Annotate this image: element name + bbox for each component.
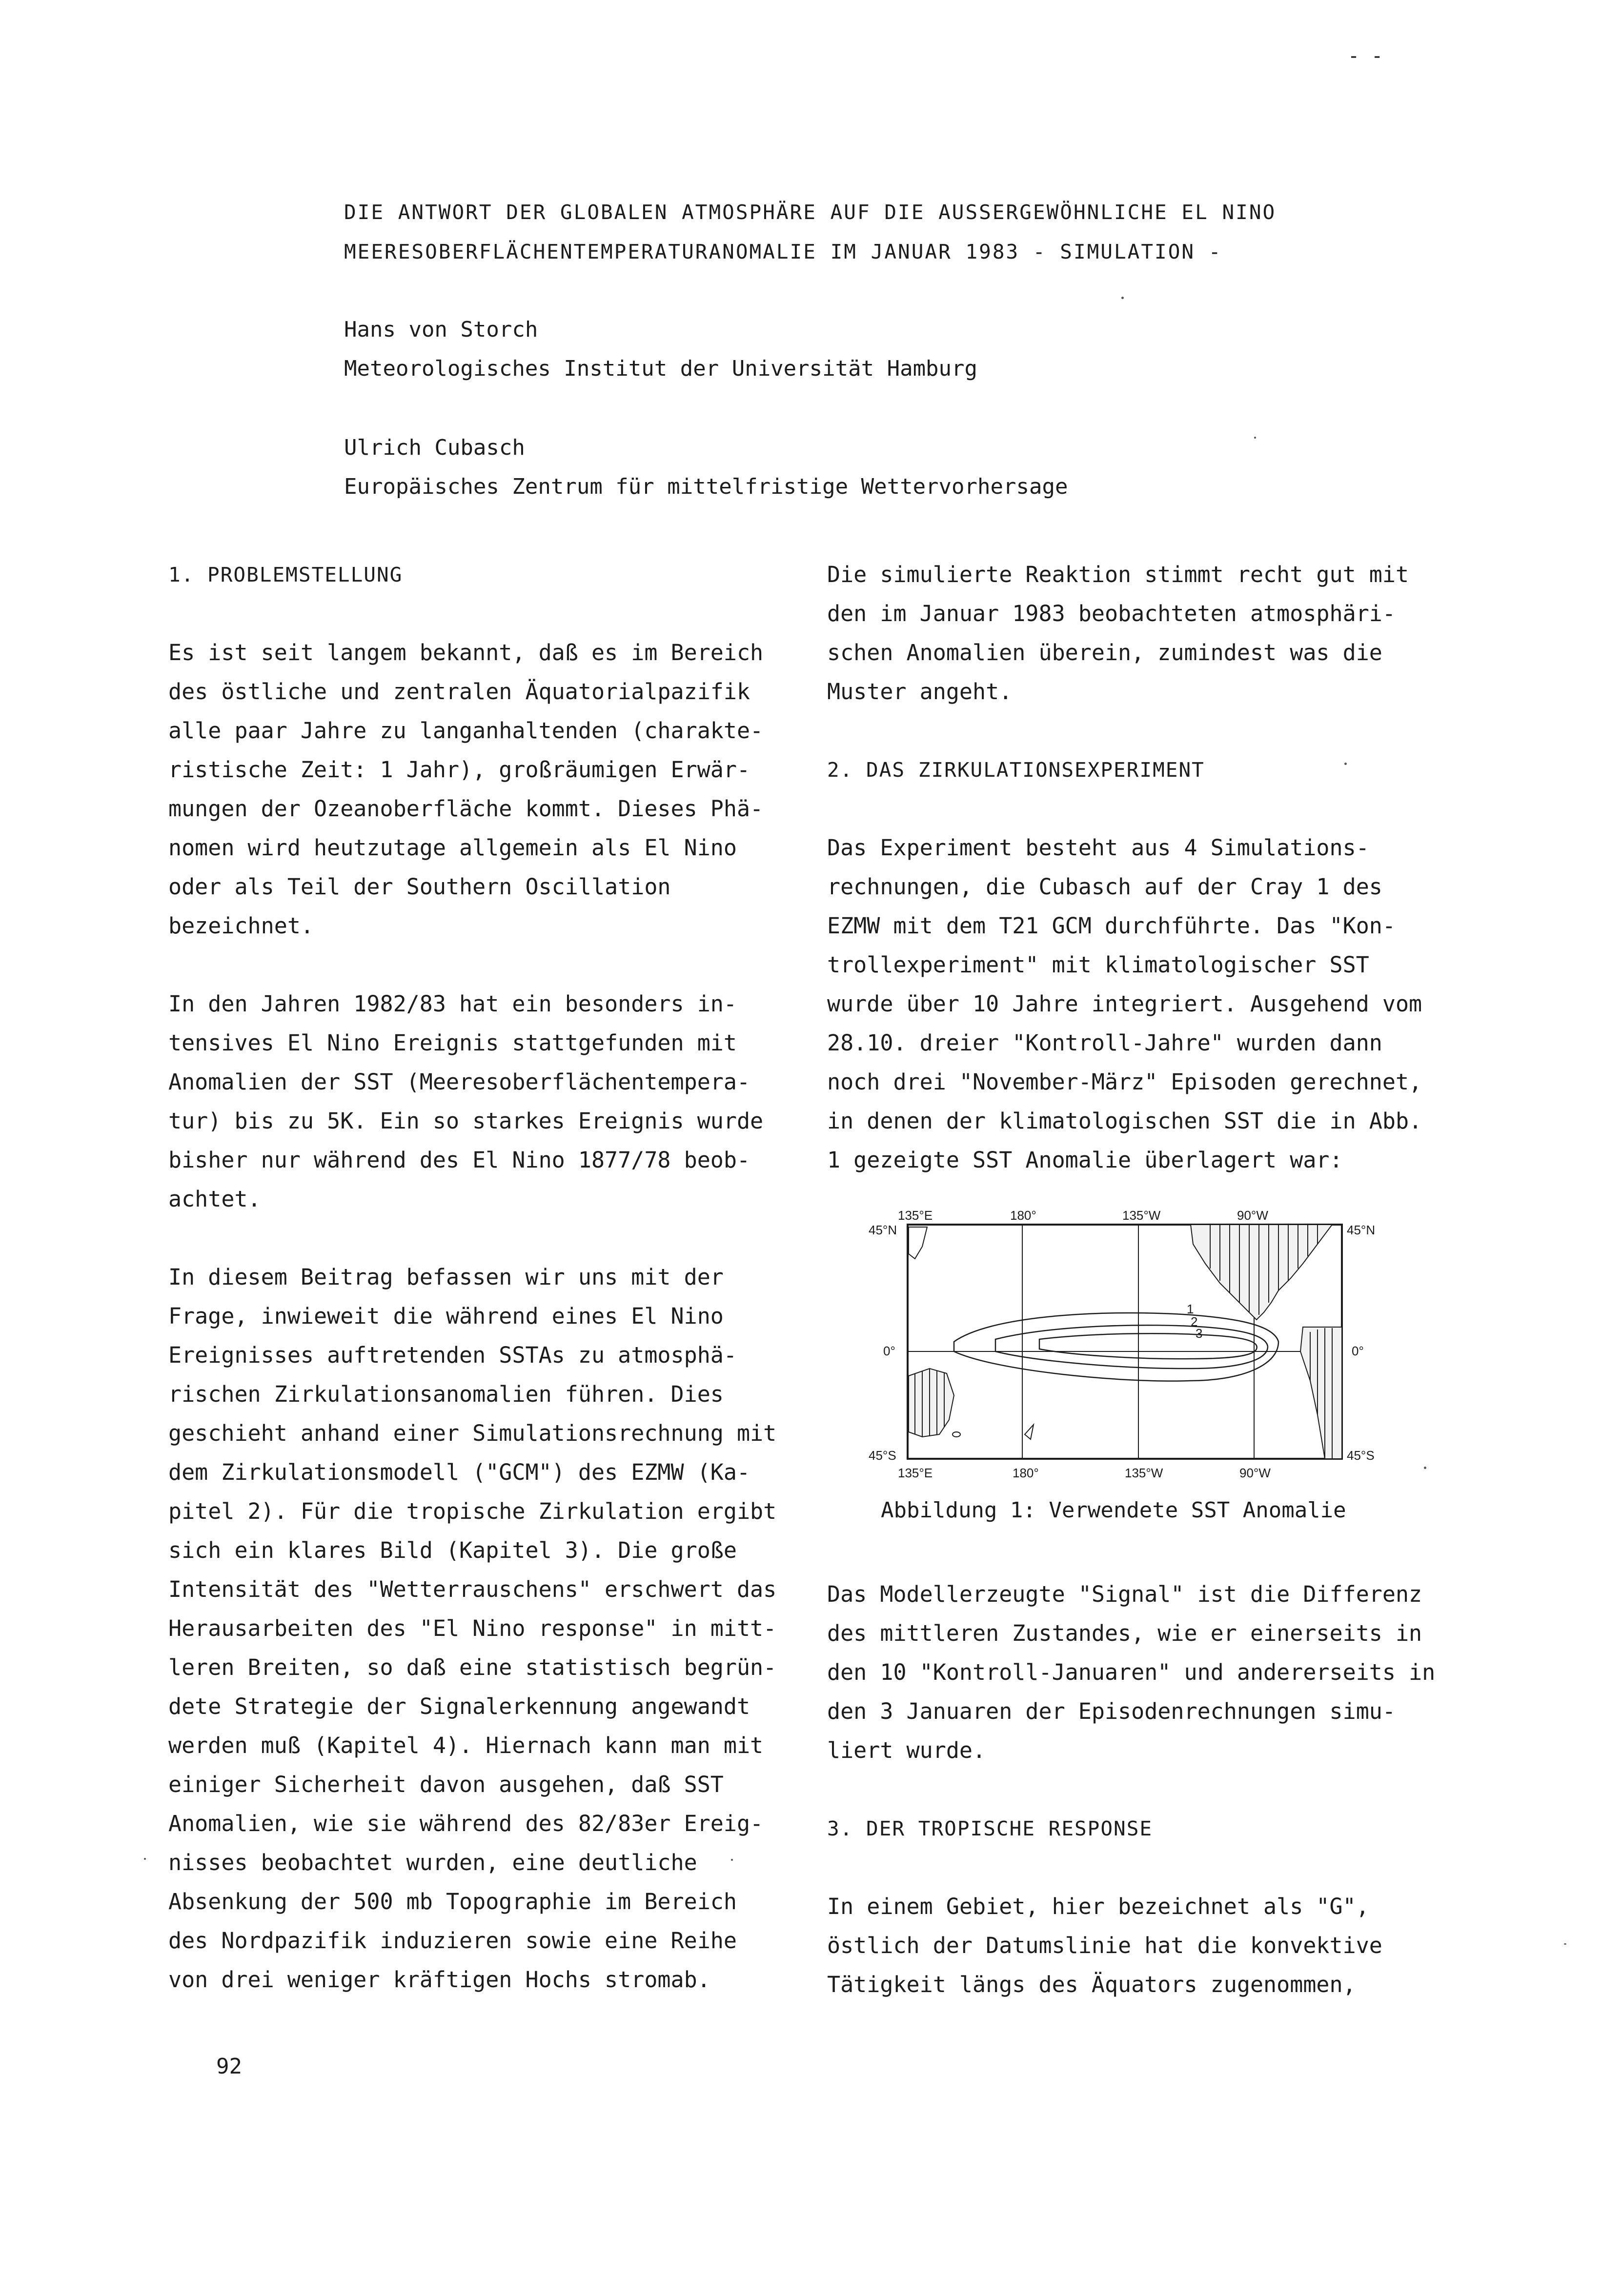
- paragraph: Das Modellerzeugte "Signal" ist die Differenz des mittleren Zustandes, wie er einerseits in den 10 "Kontroll-Januaren" und andererseits in den 3 Januaren der Episodenrechnungen simu- liert wurde.: [827, 1581, 1436, 1763]
- right-column-top: [827, 555, 1476, 1219]
- author-block-1: [344, 310, 977, 388]
- landmass-new-zealand: [1025, 1425, 1034, 1439]
- right-label: 45°S: [1347, 1448, 1375, 1463]
- right-column-bottom: [827, 1575, 1476, 2043]
- paragraph: Es ist seit langem bekannt, daß es im Bereich des östliche und zentralen Äquatorialpazifik alle paar Jahre zu langanhaltenden (charakte- ristische Zeit: 1 Jahr), großräumigen Erwär- mungen der Ozeanoberfläche kommt. Dieses Phä- nomen wird heutzutage allgemein als El Nino oder als Teil der Southern Oscillation bezeichnet.: [168, 640, 764, 939]
- section-heading-1: 1. PROBLEMSTELLUNG: [168, 563, 403, 586]
- right-label: 0°: [1352, 1344, 1364, 1358]
- figure-1: [849, 1205, 1435, 1508]
- right-label: 45°N: [1347, 1223, 1376, 1237]
- sst-anomaly-map: [849, 1205, 1435, 1508]
- left-label: 45°N: [869, 1223, 897, 1237]
- top-label: 135°E: [898, 1208, 933, 1223]
- contour-label: 2: [1191, 1314, 1198, 1329]
- contour-2: [995, 1325, 1268, 1369]
- paragraph: In den Jahren 1982/83 hat ein besonders in- tensives El Nino Ereignis stattgefunden mit Anomalien der SST (Meeresoberflächentempera- tur) bis zu 5K. Ein so starkes Ereignis wurde bisher nur während des El Nino 1877/78 beob- achtet.: [168, 991, 764, 1212]
- contour-3: [1039, 1333, 1257, 1359]
- landmass-south-america: [1300, 1327, 1342, 1459]
- scan-speck: [144, 1858, 146, 1860]
- section-heading-3: 3. DER TROPISCHE RESPONSE: [827, 1817, 1153, 1840]
- landmass-australia: [909, 1369, 954, 1437]
- paragraph: Die simulierte Reaktion stimmt recht gut mit den im Januar 1983 beobachteten atmosphäri- schen Anomalien überein, zumindest was die Muster angeht.: [827, 562, 1409, 705]
- author-block-2: [344, 428, 1068, 506]
- contour-label: 3: [1196, 1326, 1203, 1341]
- scan-speck: [1344, 763, 1347, 765]
- paragraph: In einem Gebiet, hier bezeichnet als "G", östlich der Datumslinie hat die konvektive Tätigkeit längs des Äquators zugenommen,: [827, 1893, 1382, 1997]
- landmass-north-america: [1191, 1225, 1332, 1320]
- scan-speck: [1564, 1943, 1566, 1945]
- paper-title: [344, 193, 1276, 272]
- contour-1: [954, 1313, 1278, 1381]
- figure-caption: Abbildung 1: Verwendete SST Anomalie: [881, 1498, 1346, 1523]
- landmass-asia: [909, 1227, 927, 1259]
- scan-speck: [1424, 1467, 1426, 1469]
- scan-speck: [1254, 437, 1256, 439]
- page-number: 92: [216, 2054, 242, 2079]
- top-label: 135°W: [1122, 1208, 1161, 1223]
- author-affiliation: Meteorologisches Institut der Universität Hamburg: [344, 356, 978, 381]
- island: [953, 1432, 960, 1437]
- top-label: 90°W: [1237, 1208, 1268, 1223]
- title-line-2: MEERESOBERFLÄCHENTEMPERATURANOMALIE IM JANUAR 1983 - SIMULATION -: [344, 240, 1222, 263]
- bottom-label: 180°: [1013, 1466, 1039, 1480]
- paragraph: In diesem Beitrag befassen wir uns mit der Frage, inwieweit die während eines El Nino Ereignisses auftretenden SSTAs zu atmosphä- rischen Zirkulationsanomalien führen. Dies geschieht anhand einer Simulationsrechnung mit dem Zirkulationsmodell ("GCM") des EZMW (Ka- pitel 2). Für die tropische Zirkulation ergibt sich ein klares Bild (Kapitel 3). Die große Intensität des "Wetterrauschens" erschwert das Herausarbeiten des "El Nino response" in mitt- leren Breiten, so daß eine statistisch begrün- dete Strategie der Signalerkennung angewandt werden muß (Kapitel 4). Hiernach kann man mit einiger Sicherheit davon ausgehen, daß SST Anomalien, wie sie während des 82/83er Ereig- nisses beobachtet wurden, eine deutliche Absenkung der 500 mb Topographie im Bereich des Nordpazifik induzieren sowie eine Reihe von drei weniger kräftigen Hochs stromab.: [168, 1264, 777, 1993]
- left-label: 45°S: [869, 1448, 896, 1463]
- contour-label: 1: [1187, 1302, 1194, 1316]
- bottom-label: 135°E: [898, 1466, 933, 1480]
- bottom-label: 90°W: [1239, 1466, 1271, 1480]
- author-name: Hans von Storch: [344, 317, 538, 342]
- bottom-label: 135°W: [1125, 1466, 1163, 1480]
- author-affiliation: Europäisches Zentrum für mittelfristige Wettervorhersage: [344, 474, 1068, 499]
- corner-mark: - -: [1348, 45, 1383, 67]
- left-column: [168, 555, 803, 2038]
- top-label: 180°: [1010, 1208, 1036, 1223]
- scan-speck: [731, 1859, 733, 1861]
- paragraph: Das Experiment besteht aus 4 Simulations- rechnungen, die Cubasch auf der Cray 1 des EZMW mit dem T21 GCM durchführte. Das "Kon- trollexperiment" mit klimatologischer SST wurde über 10 Jahre integriert. Ausgehend vom 28.10. dreier "Kontroll-Jahre" wurden dann noch drei "November-März" Episoden gerechnet, in denen der klimatologischen SST die in Abb. 1 gezeigte SST Anomalie überlagert war:: [827, 835, 1422, 1173]
- section-heading-2: 2. DAS ZIRKULATIONSEXPERIMENT: [827, 758, 1205, 782]
- left-label: 0°: [883, 1344, 895, 1358]
- author-name: Ulrich Cubasch: [344, 435, 525, 460]
- title-line-1: DIE ANTWORT DER GLOBALEN ATMOSPHÄRE AUF DIE AUSSERGEWÖHNLICHE EL NINO: [344, 201, 1277, 224]
- scan-speck: [1121, 297, 1124, 299]
- anomaly-contours: [954, 1313, 1278, 1381]
